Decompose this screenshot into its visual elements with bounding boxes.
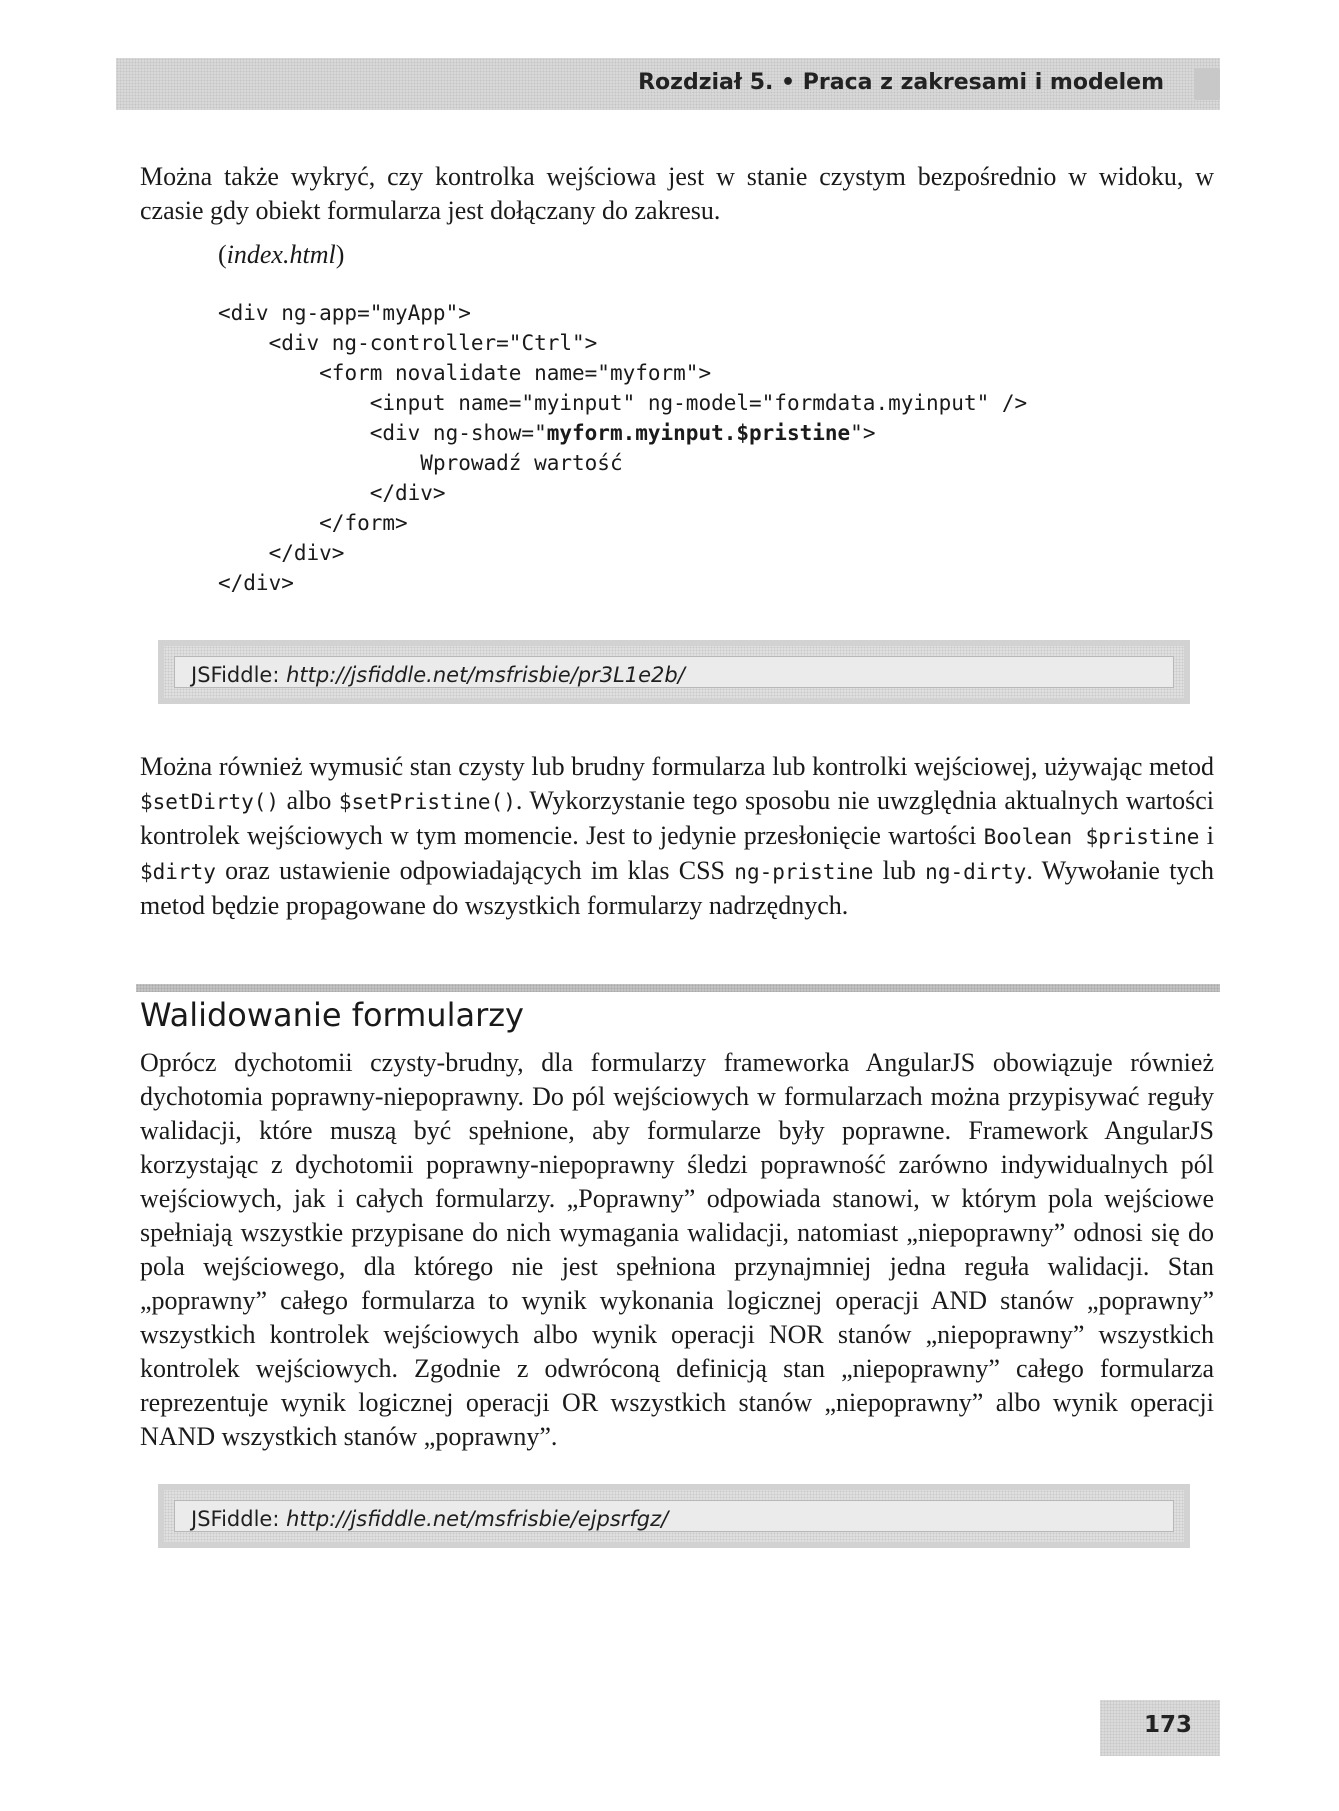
paragraph-2-text: Można również wymusić stan czysty lub brudny formularza lub kontrolki wejściowej, używając metod [140,752,1214,781]
intro-paragraph: Można także wykryć, czy kontrolka wejściowa jest w stanie czystym bezpośrednio w widoku, w czasie gdy obiekt formularza jest dołączany do zakresu. [140,162,1214,225]
running-header [116,58,1220,110]
jsfiddle-text-1 [191,663,685,687]
section-heading: Walidowanie formularzy [140,996,524,1034]
code-line: <div ng-app="myApp"> [218,301,471,325]
paragraph-3: Oprócz dychotomii czysty-brudny, dla formularzy frameworka AngularJS obowiązuje również dychotomia poprawny-niepoprawny. Do pól wejściowych w formularzach można przypisywać reguły walidacji, które muszą być spełnione, aby formularze były poprawne. Framework AngularJS korzystając z dychotomii poprawny-niepoprawny śledzi poprawność zarówno indywidualnych pól wejściowych, jak i całych formularzy. „Poprawny” odpowiada stanowi, w którym pola wejściowe spełniają wszystkie przypisane do nich wymagania walidacji, natomiast „niepoprawny” odnosi się do pola wejściowego, dla którego nie jest spełniona przynajmniej jedna reguła walidacji. Stan „poprawny” całego formularza to wynik wykonania logicznej operacji AND stanów „poprawny” wszystkich kontrolek wejściowych albo wynik operacji NOR stanów „niepoprawny” wszystkich kontrolek wejściowych. Zgodnie z odwróconą definicją stan „niepoprawny” całego formularza reprezentuje wynik logicznej operacji OR wszystkich stanów „niepoprawny” albo wynik operacji NAND wszystkich stanów „poprawny”. [140,1048,1214,1451]
inline-code-boolean-pristine: Boolean $pristine [983,825,1200,849]
code-line: Wprowadź wartość [420,451,623,475]
code-line: </div> [369,481,446,505]
jsfiddle-box-2-inner [174,1500,1174,1532]
code-filename-text: index.html [226,240,336,269]
running-header-title: Rozdział 5. • Praca z zakresami i modelem [638,70,1164,95]
code-highlight: myform.myinput.$pristine [546,421,851,445]
page-number: 173 [1143,1712,1192,1738]
code-line: <form novalidate name="myform"> [319,361,712,385]
jsfiddle-text-2 [191,1507,668,1531]
code-line: <input name="myinput" ng-model="formdata.myinput" /> [369,391,1028,415]
paragraph-2-text: lub [873,856,926,885]
jsfiddle-label-2: JSFiddle: [191,1507,280,1531]
paragraph-2-text: . Wywołanie tych metod będzie propagowane do wszystkich formularzy nadrzędnych. [140,856,1214,920]
jsfiddle-link-2[interactable]: http://jsfiddle.net/msfrisbie/ejpsrfgz/ [286,1507,669,1531]
code-line: <div ng-show="myform.myinput.$pristine"> [369,421,876,445]
code-line: </form> [319,511,408,535]
section-divider [136,984,1220,992]
inline-code-ng-pristine: ng-pristine [734,860,874,884]
inline-code-dirty: $dirty [140,860,216,884]
paragraph-2-text: albo [279,786,339,815]
jsfiddle-box-2 [158,1484,1190,1548]
code-line: <div ng-controller="Ctrl"> [268,331,598,355]
page-number-box [1100,1700,1220,1756]
paragraph-2-text: i [1199,821,1214,850]
jsfiddle-box-1-inner [174,656,1174,688]
inline-code-ng-dirty: ng-dirty [925,860,1027,884]
paragraph-2 [140,750,1214,923]
code-line: </div> [218,571,294,595]
paragraph-2-text: . Wykorzystanie tego sposobu nie uwzględnia aktualnych wartości kontrolek wejściowych w tym momencie. Jest to jedynie przesłonięcie wartości [140,786,1215,850]
jsfiddle-box-1 [158,640,1190,704]
jsfiddle-link-1[interactable]: http://jsfiddle.net/msfrisbie/pr3L1e2b/ [286,663,685,687]
jsfiddle-label-1: JSFiddle: [191,663,280,687]
paragraph-2-text: oraz ustawienie odpowiadających im klas CSS [215,856,735,885]
header-tab-marker [1194,68,1220,100]
inline-code-setdirty: $setDirty() [140,790,280,814]
code-line: </div> [268,541,345,565]
code-filename: (index.html) [218,240,345,269]
inline-code-setpristine: $setPristine() [338,790,516,814]
code-listing [218,298,1027,598]
